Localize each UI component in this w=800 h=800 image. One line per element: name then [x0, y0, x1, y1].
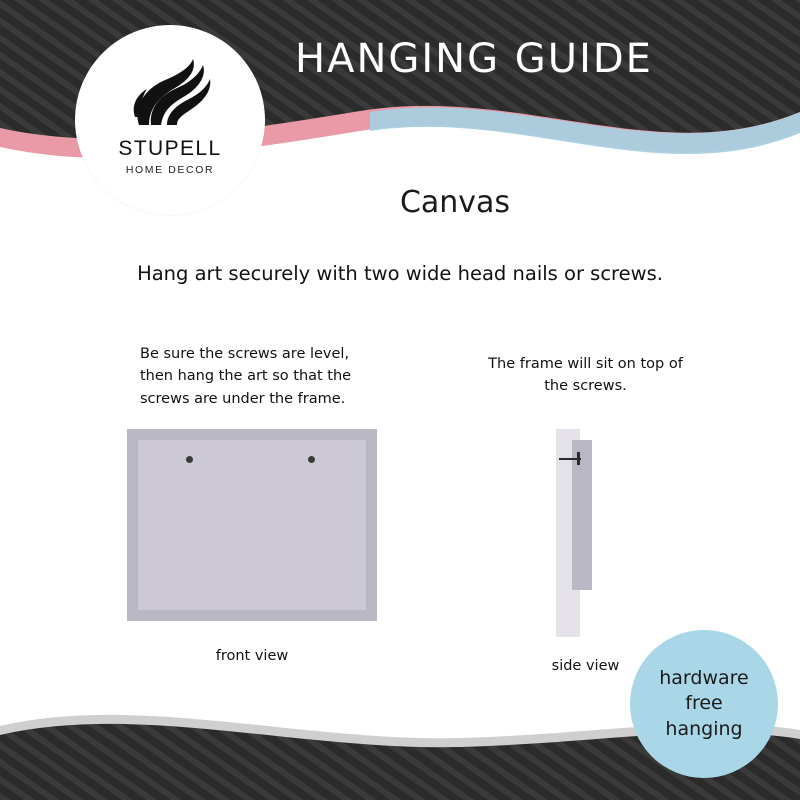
brand-name: STUPELL: [118, 137, 222, 160]
side-view-frame: [572, 440, 592, 590]
side-view-caption: The frame will sit on top of the screws.: [488, 356, 683, 395]
swan-logo-icon: [127, 55, 213, 131]
screw-left-icon: [186, 456, 193, 463]
main-instruction: Hang art securely with two wide head nails or screws.: [137, 262, 663, 285]
screw-right-icon: [308, 456, 315, 463]
page-title: HANGING GUIDE: [295, 36, 653, 82]
badge-line-2: free: [685, 692, 723, 715]
side-view-label: side view: [551, 658, 620, 674]
front-view-diagram: [127, 429, 377, 621]
front-view-label: front view: [215, 648, 289, 664]
product-type: Canvas: [399, 185, 511, 220]
hardware-free-badge: [630, 630, 778, 778]
brand-tagline: HOME DECOR: [125, 164, 215, 176]
badge-text: [659, 666, 749, 741]
front-view-canvas: [138, 440, 366, 610]
badge-line-1: hardware: [659, 667, 749, 690]
side-view-screw-head-icon: [577, 452, 580, 465]
brand-logo: [75, 25, 265, 215]
badge-line-3: hanging: [665, 717, 743, 740]
front-view-caption: Be sure the screws are level, then hang the art so that the screws are under the frame.: [140, 346, 352, 407]
